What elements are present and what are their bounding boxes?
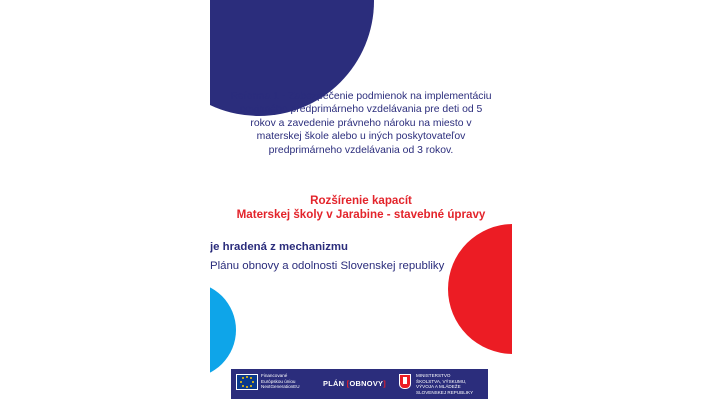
slovak-crest-icon: [399, 374, 411, 389]
plan-obnovy-logo: [323, 379, 386, 388]
ministry-line-2: ŠKOLSTVA, VÝSKUMU,: [416, 378, 467, 384]
plan-name: Plánu obnovy a odolnosti Slovenskej republiky: [210, 260, 445, 272]
project-title-line-2: Materskej školy v Jarabine - stavebné úpravy: [236, 208, 486, 221]
reform-description: Reforma 1 - Zabezpečenie podmienok na implementáciu povinného predprimárneho vzdelávania pre deti od 5 rokov a zavedenie právneho nároku na miesto v materskej škole alebo u iných poskytovateľov predprimárneho vzdelávania od 3 rokov.: [230, 91, 492, 156]
ministry-text: [416, 373, 473, 395]
project-title: [216, 194, 506, 222]
eu-funding-text: [261, 373, 300, 390]
eu-flag-icon: [236, 374, 258, 390]
poster: [210, 0, 512, 420]
project-title-line-1: Rozšírenie kapacít: [310, 194, 412, 207]
eu-text-line-3: NextGenerationEU: [261, 384, 300, 390]
cyan-circle-decoration: [210, 282, 236, 378]
ministry-line-4: SLOVENSKEJ REPUBLIKY: [416, 389, 474, 395]
plan-logo-bracket-close: ]: [383, 379, 387, 388]
eu-text-line-1: Financované: [261, 373, 288, 378]
logo-bar: [231, 369, 488, 399]
funded-by-heading: je hradená z mechanizmu: [210, 241, 348, 253]
eu-text-line-2: Európskou úniou: [261, 378, 296, 384]
ministry-line-3: VÝVOJA A MLÁDEŽE: [416, 384, 461, 390]
plan-logo-word: PLÁN: [323, 379, 345, 388]
ministry-line-1: MINISTERSTVO: [416, 373, 451, 378]
plan-logo-obnovy: OBNOVY: [349, 379, 384, 388]
plan-logo-bracket-open: [: [346, 379, 350, 388]
